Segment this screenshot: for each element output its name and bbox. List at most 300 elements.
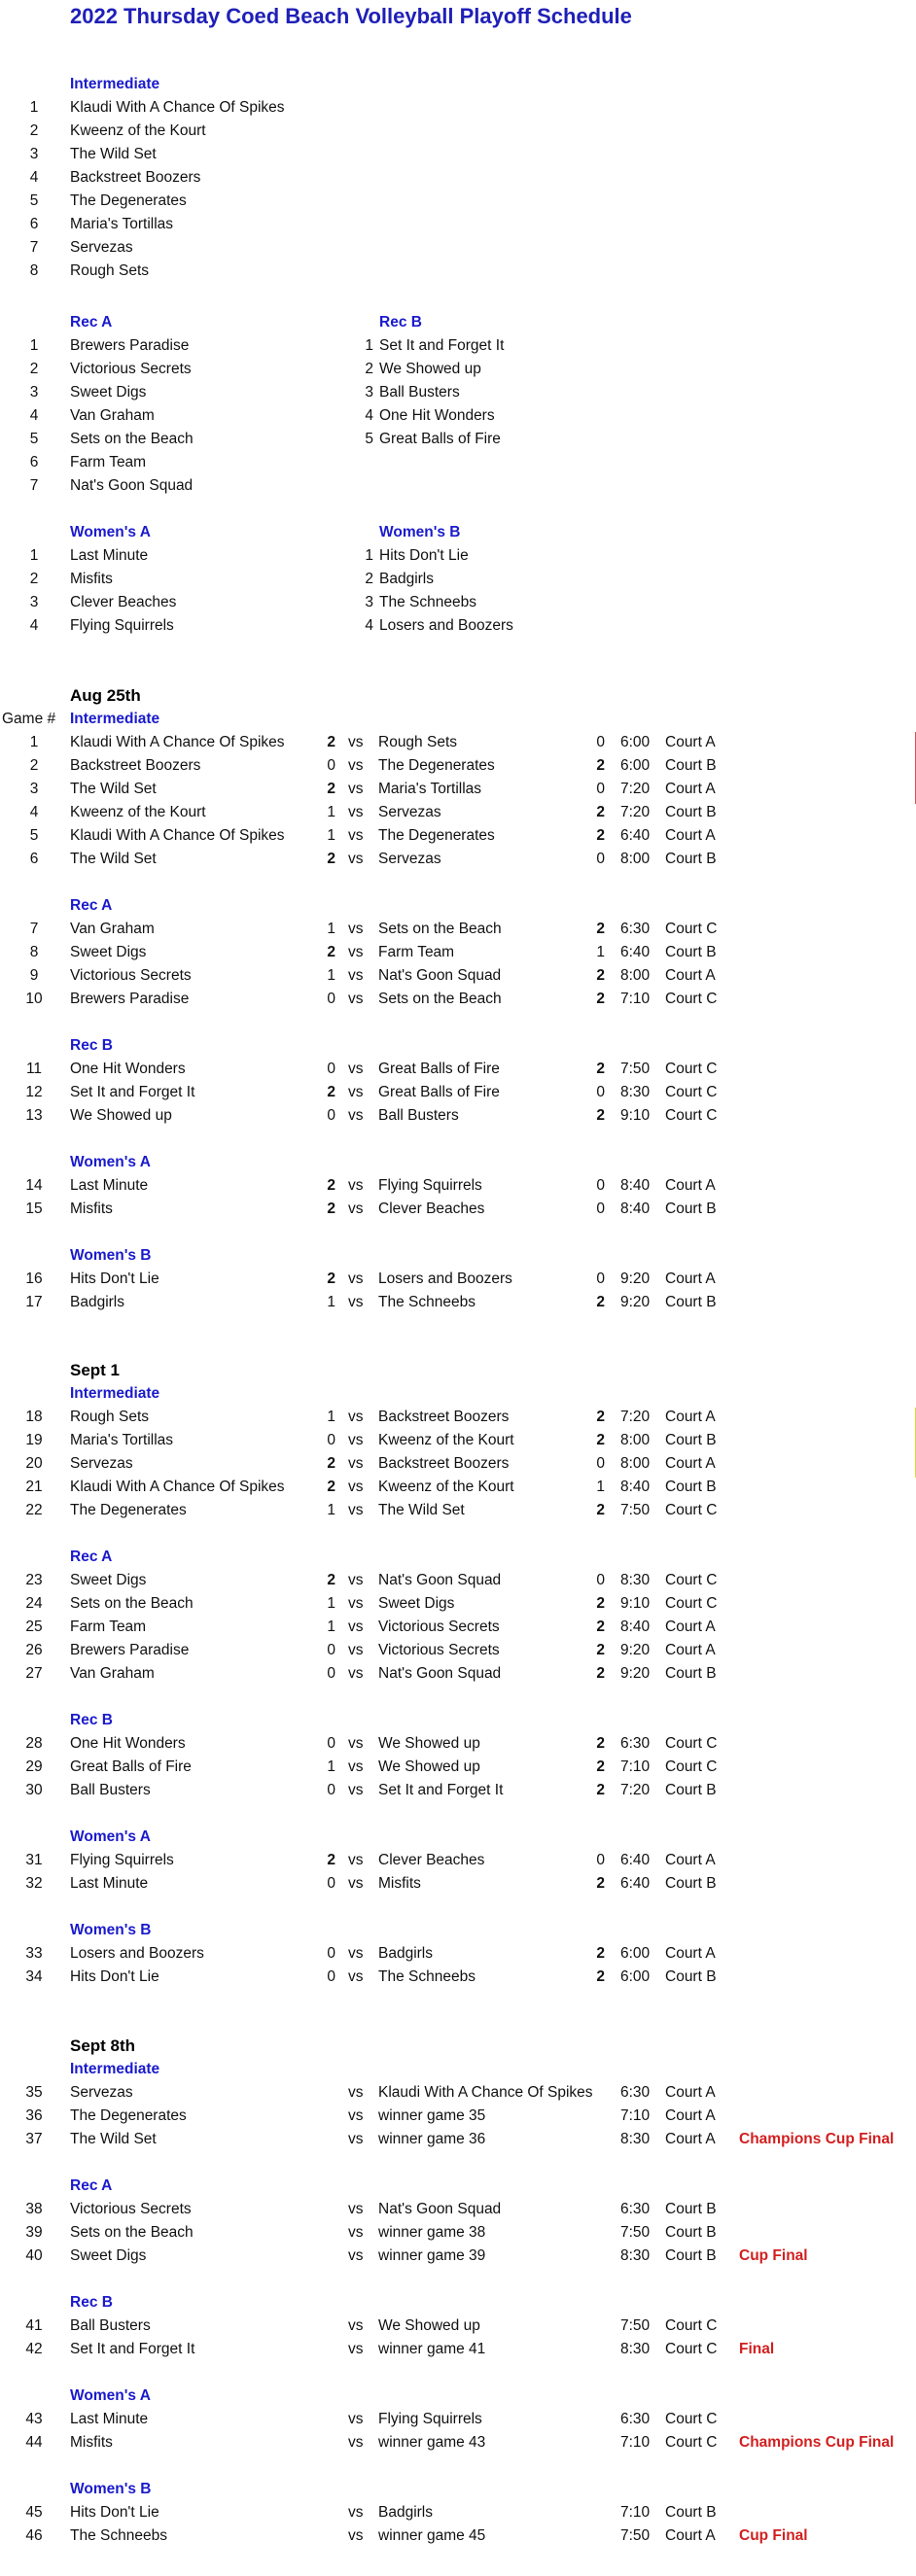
vs-label: vs <box>348 1271 364 1287</box>
game-court: Court C <box>665 921 718 937</box>
game-court: Court B <box>665 944 717 960</box>
vs-label: vs <box>348 1572 364 1588</box>
game-court: Court A <box>665 2131 716 2147</box>
team-1: The Degenerates <box>70 1502 187 1518</box>
vs-label: vs <box>348 1177 364 1194</box>
score-1: 2 <box>327 781 335 797</box>
game-time: 7:10 <box>620 2434 651 2451</box>
score-2: 2 <box>596 1595 605 1612</box>
game-number: 12 <box>25 1084 43 1100</box>
score-2: 1 <box>596 1479 605 1495</box>
team-2: Kweenz of the Kourt <box>378 1432 514 1448</box>
game-number: 44 <box>25 2434 43 2451</box>
game-number: 15 <box>25 1201 43 1217</box>
game-court: Court B <box>665 1968 717 1985</box>
game-time: 9:20 <box>620 1271 651 1287</box>
vs-label: vs <box>348 2434 364 2451</box>
game-time: 7:50 <box>620 2527 651 2544</box>
game-number: 22 <box>25 1502 43 1518</box>
vs-label: vs <box>348 2317 364 2334</box>
vs-label: vs <box>348 991 364 1007</box>
game-number: 46 <box>25 2527 43 2544</box>
game-time: 8:30 <box>620 2341 651 2357</box>
game-time: 7:10 <box>620 2504 651 2521</box>
game-time: 8:00 <box>620 1432 651 1448</box>
vs-label: vs <box>348 1061 364 1077</box>
game-court: Court B <box>665 1782 717 1798</box>
vs-label: vs <box>348 827 364 844</box>
score-2: 0 <box>596 1852 605 1868</box>
game-court: Court C <box>665 1595 718 1612</box>
seed-header-womens-a: Women's A <box>70 524 151 540</box>
group-header: Rec B <box>70 1037 113 1054</box>
team-1: Klaudi With A Chance Of Spikes <box>70 827 285 844</box>
score-1: 1 <box>327 1409 335 1425</box>
team-1: The Wild Set <box>70 2131 157 2147</box>
team-2: winner game 39 <box>378 2247 486 2264</box>
game-time: 8:00 <box>620 967 651 984</box>
team-2: winner game 35 <box>378 2107 486 2124</box>
final-note: Cup Final <box>739 2527 808 2544</box>
team-2: Sets on the Beach <box>378 921 502 937</box>
team-1: Servezas <box>70 2084 133 2101</box>
score-1: 0 <box>327 1432 335 1448</box>
game-court: Court A <box>665 1852 716 1868</box>
seed-team: Klaudi With A Chance Of Spikes <box>70 99 285 116</box>
group-header: Women's B <box>70 2481 152 2497</box>
final-note: Cup Final <box>739 2247 808 2264</box>
score-1: 0 <box>327 1875 335 1892</box>
game-number: 5 <box>29 827 39 844</box>
game-time: 7:50 <box>620 1502 651 1518</box>
team-1: Backstreet Boozers <box>70 757 201 774</box>
game-time: 7:50 <box>620 1061 651 1077</box>
game-court: Court A <box>665 781 716 797</box>
seed-team: Rough Sets <box>70 262 149 279</box>
game-number: 9 <box>29 967 39 984</box>
game-court: Court B <box>665 2201 717 2217</box>
game-number: 43 <box>25 2411 43 2427</box>
vs-label: vs <box>348 1432 364 1448</box>
vs-label: vs <box>348 1502 364 1518</box>
game-number: 36 <box>25 2107 43 2124</box>
game-court: Court B <box>665 1432 717 1448</box>
vs-label: vs <box>348 1294 364 1310</box>
game-number: 35 <box>25 2084 43 2101</box>
game-time: 8:30 <box>620 1084 651 1100</box>
seed-team: The Wild Set <box>70 146 157 162</box>
seed-number: 6 <box>29 216 39 232</box>
game-court: Court C <box>665 2317 718 2334</box>
game-time: 7:20 <box>620 781 651 797</box>
game-time: 6:00 <box>620 734 651 750</box>
seed-team: Kweenz of the Kourt <box>70 122 206 139</box>
game-number: 2 <box>29 757 39 774</box>
seed-team: Farm Team <box>70 454 147 470</box>
team-1: Last Minute <box>70 2411 149 2427</box>
game-time: 7:20 <box>620 1782 651 1798</box>
score-1: 0 <box>327 757 335 774</box>
vs-label: vs <box>348 1968 364 1985</box>
group-header: Rec A <box>70 1549 113 1565</box>
game-time: 9:20 <box>620 1642 651 1658</box>
score-1: 0 <box>327 1665 335 1682</box>
team-2: winner game 38 <box>378 2224 486 2241</box>
team-2: Kweenz of the Kourt <box>378 1479 514 1495</box>
team-2: Maria's Tortillas <box>378 781 482 797</box>
team-2: We Showed up <box>378 1758 480 1775</box>
vs-label: vs <box>348 2411 364 2427</box>
game-time: 8:40 <box>620 1619 651 1635</box>
team-2: The Degenerates <box>378 757 495 774</box>
score-2: 2 <box>596 991 605 1007</box>
score-2: 2 <box>596 967 605 984</box>
group-header: Rec B <box>70 2294 113 2311</box>
score-1: 0 <box>327 991 335 1007</box>
seed-number: 4 <box>365 407 373 424</box>
group-header: Rec A <box>70 2177 113 2194</box>
group-header: Rec A <box>70 897 113 914</box>
seed-number: 4 <box>29 169 39 186</box>
game-time: 7:50 <box>620 2224 651 2241</box>
team-2: Nat's Goon Squad <box>378 1572 502 1588</box>
game-time: 9:20 <box>620 1665 651 1682</box>
team-2: Victorious Secrets <box>378 1642 500 1658</box>
seed-number: 2 <box>29 361 39 377</box>
seed-team: Clever Beaches <box>70 594 177 610</box>
vs-label: vs <box>348 1735 364 1752</box>
seed-team: Maria's Tortillas <box>70 216 174 232</box>
page-title: 2022 Thursday Coed Beach Volleyball Playoff Schedule <box>70 4 632 28</box>
team-2: Losers and Boozers <box>378 1271 512 1287</box>
game-court: Court A <box>665 1409 716 1425</box>
game-time: 8:30 <box>620 2247 651 2264</box>
team-1: Badgirls <box>70 1294 124 1310</box>
vs-label: vs <box>348 2201 364 2217</box>
team-1: Last Minute <box>70 1177 149 1194</box>
vs-label: vs <box>348 1758 364 1775</box>
game-time: 6:00 <box>620 1968 651 1985</box>
score-1: 2 <box>327 1201 335 1217</box>
team-2: Sweet Digs <box>378 1595 455 1612</box>
game-time: 7:10 <box>620 1758 651 1775</box>
seed-number: 8 <box>29 262 39 279</box>
team-1: Hits Don't Lie <box>70 1968 159 1985</box>
game-court: Court C <box>665 1735 718 1752</box>
score-1: 1 <box>327 1595 335 1612</box>
score-2: 2 <box>596 1968 605 1985</box>
game-court: Court A <box>665 1945 716 1962</box>
game-time: 8:30 <box>620 1572 651 1588</box>
game-number: 14 <box>25 1177 43 1194</box>
group-header: Intermediate <box>70 2061 160 2077</box>
team-2: The Degenerates <box>378 827 495 844</box>
score-2: 0 <box>596 1271 605 1287</box>
team-2: winner game 36 <box>378 2131 486 2147</box>
game-time: 9:10 <box>620 1595 651 1612</box>
game-time: 8:40 <box>620 1479 651 1495</box>
vs-label: vs <box>348 967 364 984</box>
seed-number: 5 <box>365 431 373 447</box>
seed-team: One Hit Wonders <box>379 407 495 424</box>
team-1: Brewers Paradise <box>70 1642 190 1658</box>
score-2: 2 <box>596 1432 605 1448</box>
score-1: 2 <box>327 734 335 750</box>
game-court: Court C <box>665 1084 718 1100</box>
game-court: Court B <box>665 757 717 774</box>
team-2: The Schneebs <box>378 1294 476 1310</box>
vs-label: vs <box>348 734 364 750</box>
game-court: Court C <box>665 2411 718 2427</box>
game-court: Court A <box>665 827 716 844</box>
game-time: 9:10 <box>620 1107 651 1124</box>
vs-label: vs <box>348 1595 364 1612</box>
score-1: 2 <box>327 1084 335 1100</box>
score-2: 2 <box>596 804 605 820</box>
group-header: Rec B <box>70 1712 113 1728</box>
score-1: 2 <box>327 944 335 960</box>
vs-label: vs <box>348 2084 364 2101</box>
vs-label: vs <box>348 1084 364 1100</box>
game-time: 8:00 <box>620 1455 651 1472</box>
game-court: Court A <box>665 967 716 984</box>
team-2: winner game 45 <box>378 2527 486 2544</box>
score-2: 2 <box>596 1782 605 1798</box>
game-number: 38 <box>25 2201 43 2217</box>
game-number: 39 <box>25 2224 43 2241</box>
game-number: 3 <box>29 781 39 797</box>
game-number: 24 <box>25 1595 43 1612</box>
game-court: Court A <box>665 1177 716 1194</box>
seed-header-womens-b: Women's B <box>379 524 461 540</box>
score-1: 2 <box>327 1271 335 1287</box>
team-2: Great Balls of Fire <box>378 1084 500 1100</box>
game-court: Court C <box>665 1061 718 1077</box>
seed-number: 1 <box>29 547 39 564</box>
game-court: Court B <box>665 1294 717 1310</box>
team-1: Victorious Secrets <box>70 967 192 984</box>
game-number: 29 <box>25 1758 43 1775</box>
team-2: Farm Team <box>378 944 455 960</box>
group-header: Women's A <box>70 1828 151 1845</box>
team-1: Kweenz of the Kourt <box>70 804 206 820</box>
vs-label: vs <box>348 757 364 774</box>
game-time: 6:40 <box>620 827 651 844</box>
game-time: 8:40 <box>620 1201 651 1217</box>
seed-number: 7 <box>29 239 39 256</box>
game-number: 28 <box>25 1735 43 1752</box>
team-1: Last Minute <box>70 1875 149 1892</box>
team-1: Maria's Tortillas <box>70 1432 174 1448</box>
team-1: Ball Busters <box>70 1782 151 1798</box>
score-1: 2 <box>327 1852 335 1868</box>
game-number: 34 <box>25 1968 43 1985</box>
team-1: Van Graham <box>70 921 155 937</box>
game-time: 8:30 <box>620 2131 651 2147</box>
game-time: 6:30 <box>620 2411 651 2427</box>
vs-label: vs <box>348 1852 364 1868</box>
team-1: Van Graham <box>70 1665 155 1682</box>
vs-label: vs <box>348 2107 364 2124</box>
score-1: 1 <box>327 804 335 820</box>
vs-label: vs <box>348 1455 364 1472</box>
score-2: 2 <box>596 1294 605 1310</box>
team-1: Hits Don't Lie <box>70 1271 159 1287</box>
team-2: Rough Sets <box>378 734 457 750</box>
game-time: 7:50 <box>620 2317 651 2334</box>
score-1: 1 <box>327 921 335 937</box>
vs-label: vs <box>348 1107 364 1124</box>
vs-label: vs <box>348 851 364 867</box>
game-number: 40 <box>25 2247 43 2264</box>
seed-team: Last Minute <box>70 547 149 564</box>
vs-label: vs <box>348 2224 364 2241</box>
game-time: 6:30 <box>620 1735 651 1752</box>
score-1: 2 <box>327 1572 335 1588</box>
score-2: 2 <box>596 1409 605 1425</box>
team-1: Misfits <box>70 1201 113 1217</box>
score-1: 2 <box>327 1177 335 1194</box>
seed-team: Misfits <box>70 571 113 587</box>
seed-team: Sweet Digs <box>70 384 147 400</box>
final-note: Champions Cup Final <box>739 2131 895 2147</box>
game-number: 27 <box>25 1665 43 1682</box>
team-2: Nat's Goon Squad <box>378 1665 502 1682</box>
game-number-header: Game # <box>2 711 56 727</box>
game-court: Court B <box>665 851 717 867</box>
seed-number: 3 <box>29 146 39 162</box>
game-number: 10 <box>25 991 43 1007</box>
game-number: 26 <box>25 1642 43 1658</box>
team-2: Clever Beaches <box>378 1852 485 1868</box>
score-1: 0 <box>327 1968 335 1985</box>
score-2: 2 <box>596 1107 605 1124</box>
seed-header-intermediate: Intermediate <box>70 76 160 92</box>
seed-number: 5 <box>29 431 39 447</box>
score-2: 2 <box>596 1735 605 1752</box>
game-court: Court C <box>665 1758 718 1775</box>
team-2: The Wild Set <box>378 1502 465 1518</box>
seed-number: 2 <box>365 361 373 377</box>
score-1: 0 <box>327 1945 335 1962</box>
score-1: 1 <box>327 967 335 984</box>
day-date: Sept 1 <box>70 1361 121 1379</box>
game-number: 31 <box>25 1852 43 1868</box>
seed-team: Ball Busters <box>379 384 460 400</box>
team-1: Set It and Forget It <box>70 1084 195 1100</box>
game-number: 33 <box>25 1945 43 1962</box>
seed-number: 7 <box>29 477 39 494</box>
seed-number: 2 <box>29 122 39 139</box>
game-number: 18 <box>25 1409 43 1425</box>
game-number: 6 <box>29 851 39 867</box>
game-number: 45 <box>25 2504 43 2521</box>
game-court: Court C <box>665 1572 718 1588</box>
score-2: 0 <box>596 851 605 867</box>
team-1: Sweet Digs <box>70 944 147 960</box>
team-1: Set It and Forget It <box>70 2341 195 2357</box>
score-1: 0 <box>327 1061 335 1077</box>
vs-label: vs <box>348 2131 364 2147</box>
score-2: 0 <box>596 1572 605 1588</box>
team-2: We Showed up <box>378 1735 480 1752</box>
game-number: 13 <box>25 1107 43 1124</box>
game-court: Court B <box>665 2247 717 2264</box>
score-1: 0 <box>327 1107 335 1124</box>
team-2: The Schneebs <box>378 1968 476 1985</box>
team-2: winner game 43 <box>378 2434 486 2451</box>
score-1: 2 <box>327 851 335 867</box>
score-2: 1 <box>596 944 605 960</box>
team-2: Nat's Goon Squad <box>378 967 502 984</box>
group-header: Women's A <box>70 2387 151 2404</box>
group-header: Women's A <box>70 1154 151 1170</box>
game-number: 20 <box>25 1455 43 1472</box>
team-1: Klaudi With A Chance Of Spikes <box>70 1479 285 1495</box>
game-number: 4 <box>29 804 39 820</box>
score-2: 0 <box>596 734 605 750</box>
game-time: 7:20 <box>620 1409 651 1425</box>
game-court: Court B <box>665 1201 717 1217</box>
score-1: 0 <box>327 1782 335 1798</box>
game-court: Court C <box>665 1502 718 1518</box>
game-number: 25 <box>25 1619 43 1635</box>
seed-team: Great Balls of Fire <box>379 431 501 447</box>
vs-label: vs <box>348 2527 364 2544</box>
score-2: 0 <box>596 1177 605 1194</box>
seed-number: 3 <box>365 384 373 400</box>
final-note: Champions Cup Final <box>739 2434 895 2451</box>
seed-number: 3 <box>365 594 373 610</box>
score-2: 2 <box>596 1619 605 1635</box>
vs-label: vs <box>348 1945 364 1962</box>
vs-label: vs <box>348 2504 364 2521</box>
score-2: 0 <box>596 1084 605 1100</box>
seed-number: 1 <box>29 337 39 354</box>
game-time: 6:00 <box>620 1945 651 1962</box>
seed-team: Badgirls <box>379 571 434 587</box>
team-1: The Wild Set <box>70 781 157 797</box>
game-court: Court B <box>665 1479 717 1495</box>
game-court: Court B <box>665 1875 717 1892</box>
seed-team: Servezas <box>70 239 133 256</box>
team-2: Servezas <box>378 851 441 867</box>
team-1: Losers and Boozers <box>70 1945 204 1962</box>
seed-number: 4 <box>365 617 373 634</box>
team-2: Ball Busters <box>378 1107 459 1124</box>
game-number: 30 <box>25 1782 43 1798</box>
game-number: 41 <box>25 2317 43 2334</box>
seed-header-rec-a: Rec A <box>70 314 113 331</box>
vs-label: vs <box>348 1642 364 1658</box>
game-number: 1 <box>29 734 39 750</box>
game-number: 21 <box>25 1479 43 1495</box>
game-court: Court A <box>665 2084 716 2101</box>
vs-label: vs <box>348 1409 364 1425</box>
game-time: 6:40 <box>620 1875 651 1892</box>
seed-number: 2 <box>29 571 39 587</box>
score-2: 2 <box>596 921 605 937</box>
score-2: 0 <box>596 1455 605 1472</box>
game-time: 6:00 <box>620 757 651 774</box>
game-time: 6:30 <box>620 2201 651 2217</box>
vs-label: vs <box>348 2247 364 2264</box>
game-number: 42 <box>25 2341 43 2357</box>
team-2: Klaudi With A Chance Of Spikes <box>378 2084 593 2101</box>
score-2: 2 <box>596 1502 605 1518</box>
game-court: Court B <box>665 2224 717 2241</box>
team-2: Nat's Goon Squad <box>378 2201 502 2217</box>
